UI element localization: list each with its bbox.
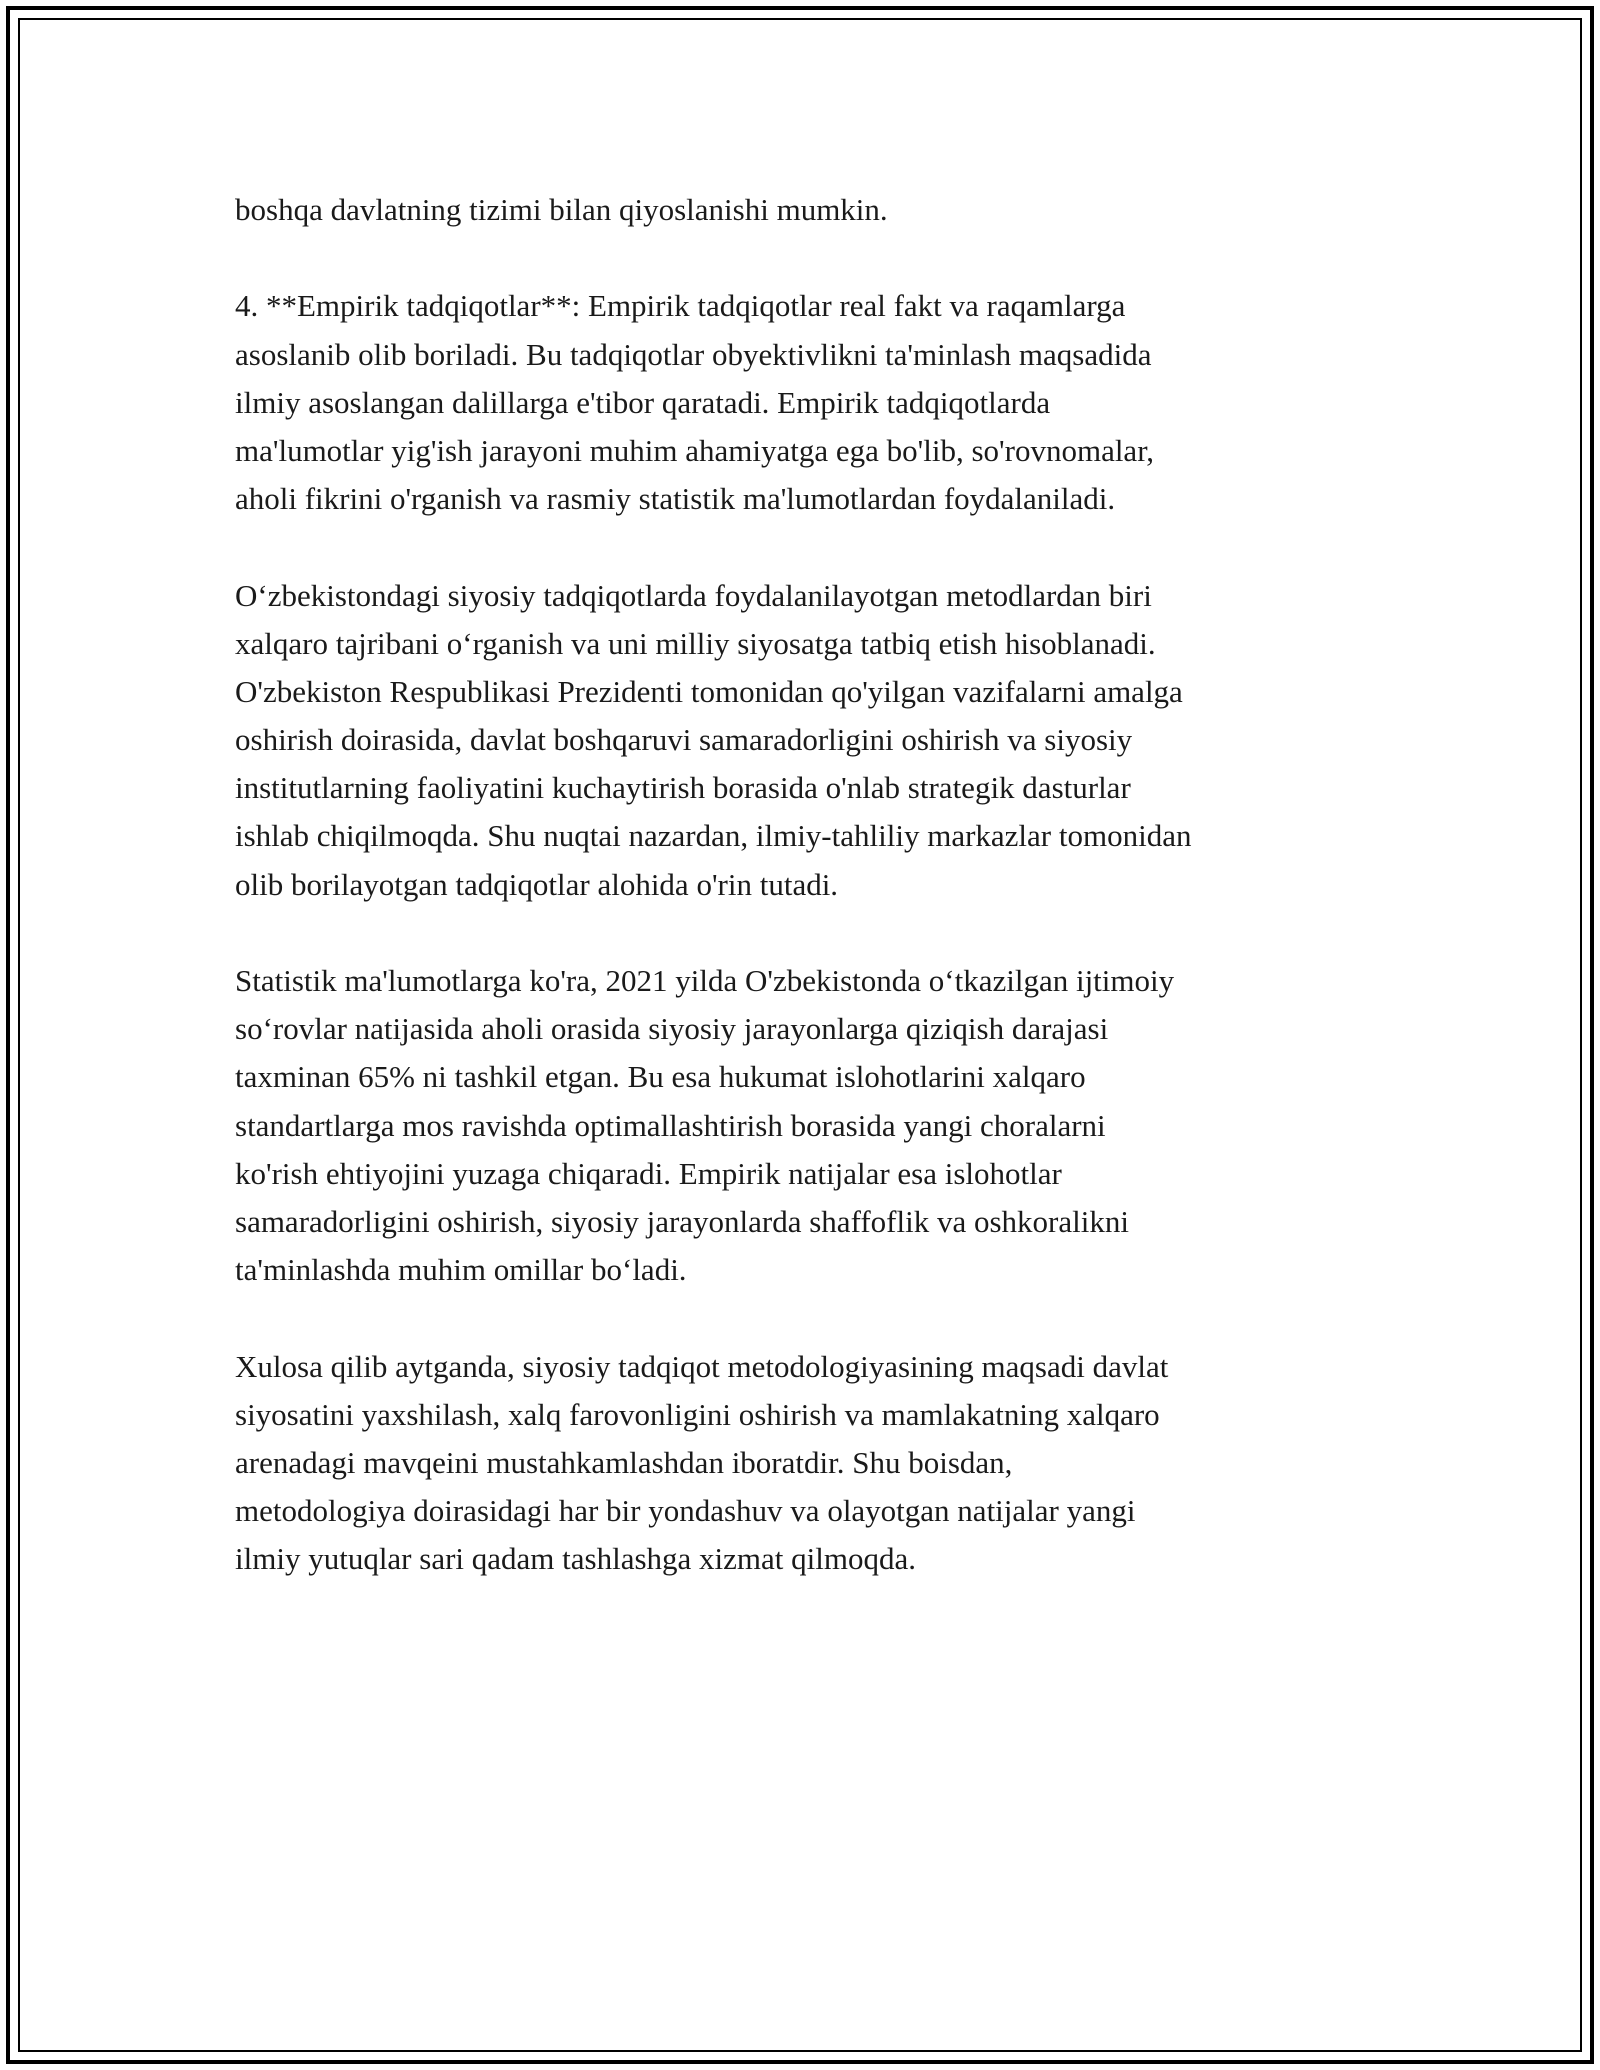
paragraph-statistics (235, 957, 1385, 1294)
text-line: samaradorligini oshirish, siyosiy jarayonlarda shaffoflik va oshkoralikni (235, 1203, 1129, 1239)
text-line: asoslanib olib boriladi. Bu tadqiqotlar obyektivlikni ta'minlash maqsadida (235, 336, 1152, 372)
text-line: O‘zbekistondagi siyosiy tadqiqotlarda foydalanilayotgan metodlardan biri (235, 577, 1152, 613)
paragraph-comparison-end (235, 186, 1385, 234)
text-line: O'zbekiston Respublikasi Prezidenti tomonidan qo'yilgan vazifalarni amalga (235, 673, 1183, 709)
text-line: so‘rovlar natijasida aholi orasida siyosiy jarayonlarga qiziqish darajasi (235, 1011, 1109, 1047)
paragraph-international-experience (235, 572, 1385, 909)
text-line: ilmiy asoslangan dalillarga e'tibor qaratadi. Empirik tadqiqotlarda (235, 384, 1051, 420)
paragraph-conclusion (235, 1343, 1385, 1584)
text-line: standartlarga mos ravishda optimallashtirish borasida yangi choralarni (235, 1107, 1106, 1143)
text-line: ishlab chiqilmoqda. Shu nuqtai nazardan, ilmiy-tahliliy markazlar tomonidan (235, 818, 1192, 854)
text-line: olib borilayotgan tadqiqotlar alohida o'rin tutadi. (235, 866, 839, 902)
text-line: ko'rish ehtiyojini yuzaga chiqaradi. Empirik natijalar esa islohotlar (235, 1155, 1062, 1191)
text-line: 4. **Empirik tadqiqotlar**: Empirik tadqiqotlar real fakt va raqamlarga (235, 288, 1126, 324)
text-line: oshirish doirasida, davlat boshqaruvi samaradorligini oshirish va siyosiy (235, 722, 1133, 758)
text-line: Statistik ma'lumotlarga ko'ra, 2021 yilda O'zbekistonda o‘tkazilgan ijtimoiy (235, 963, 1175, 998)
text-line: ta'minlashda muhim omillar bo‘ladi. (235, 1252, 687, 1288)
document-body (235, 186, 1385, 1632)
text-line: siyosatini yaxshilash, xalq farovonligini oshirish va mamlakatning xalqaro (235, 1396, 1160, 1432)
paragraph-empirical-research (235, 282, 1385, 523)
text-line: ilmiy yutuqlar sari qadam tashlashga xizmat qilmoqda. (235, 1541, 916, 1577)
text-line: arenadagi mavqeini mustahkamlashdan iboratdir. Shu boisdan, (235, 1444, 1013, 1480)
text-line: boshqa davlatning tizimi bilan qiyoslanishi mumkin. (235, 192, 888, 227)
text-line: xalqaro tajribani o‘rganish va uni milliy siyosatga tatbiq etish hisoblanadi. (235, 625, 1156, 661)
text-line: metodologiya doirasidagi har bir yondashuv va olayotgan natijalar yangi (235, 1493, 1136, 1529)
text-line: institutlarning faoliyatini kuchaytirish borasida o'nlab strategik dasturlar (235, 770, 1131, 806)
text-line: Xulosa qilib aytganda, siyosiy tadqiqot metodologiyasining maqsadi davlat (235, 1348, 1169, 1384)
text-line: ma'lumotlar yig'ish jarayoni muhim ahamiyatga ega bo'lib, so'rovnomalar, (235, 432, 1155, 468)
text-line: aholi fikrini o'rganish va rasmiy statistik ma'lumotlardan foydalaniladi. (235, 481, 1116, 517)
text-line: taxminan 65% ni tashkil etgan. Bu esa hukumat islohotlarini xalqaro (235, 1059, 1086, 1095)
